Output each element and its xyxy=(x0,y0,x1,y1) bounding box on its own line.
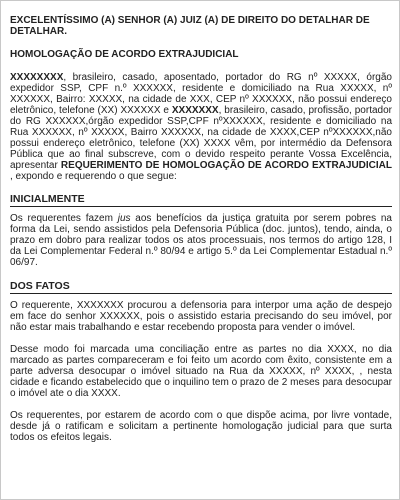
section-title-dos-fatos: DOS FATOS xyxy=(10,280,392,294)
facts-paragraph-1: O requerente, XXXXXXX procurou a defensoria para interpor uma ação de despejo em face do senhor XXXXXX, pois o assistido estaria precisando do seu imóvel, por não estar mais trabalhando e estar recebendo proposta para vender o imóvel. xyxy=(10,300,392,333)
document-body xyxy=(10,15,392,443)
section1-text-after: aos benefícios da justiça gratuita por serem pobres na forma da Lei, sendo assistidos pela Defensoria Pública (doc. juntos), tendo, ainda, o prazo em dobro para realizar todos os atos processuais, nos termos do artigo 128, I da Lei Complementar Federal n.º 80/94 e artigo 5.º da Lei Complementar Estadual n.º 06/97. xyxy=(10,213,392,268)
intro-text-3: , expondo e requerendo o que segue: xyxy=(10,171,177,182)
facts-paragraph-3: Os requerentes, por estarem de acordo com o que dispõe acima, por livre vontade, desde já o ratificam e solicitam a pertinente homologação judicial para que surta todos os efeitos legais. xyxy=(10,410,392,443)
intro-paragraph xyxy=(10,72,392,182)
facts-paragraph-2: Desse modo foi marcada uma conciliação entre as partes no dia XXXX, no dia marcado as partes compareceram e foi feito um acordo com êxito, consistente em a parte adversa desocupar o imóvel situado na Rua da XXXXX, nº XXXX, , nesta cidade e ficando estabelecido que o inquilino tem o prazo de 2 meses para desocupar o imóvel ate o dia XXXX. xyxy=(10,344,392,399)
subject-heading: HOMOLOGAÇÃO DE ACORDO EXTRAJUDICIAL xyxy=(10,49,239,60)
intro-text-1: , brasileiro, casado, aposentado, portador do RG nº XXXXX, órgão expedidor SSP, CPF n.º XXXXXX, residente e domiciliado na Rua XXXXX, nº XXXXXX, Bairro: XXXXX, na cidade de XXX, CEP nº XXXXXX, não possui endereço eletrônico, telefone (XX) XXXXXX e xyxy=(10,72,392,116)
section1-text-before: Os requerentes fazem xyxy=(10,213,118,224)
section1-italic-jus: jus xyxy=(117,213,131,224)
section1-paragraph xyxy=(10,213,392,268)
party1-name: XXXXXXXX xyxy=(10,72,64,83)
addressee-heading: EXCELENTÍSSIMO (A) SENHOR (A) JUIZ (A) DE DIREITO DO DETALHAR DE DETALHAR. xyxy=(10,15,370,37)
intro-text-2: , brasileiro, casado, profissão, portador do RG XXXXXX,órgão expedidor SSP,CPF nºXXXXXX, residente e domiciliado na Rua XXXXXX, nº XXXXX, Bairro XXXXXX, na cidade de XXXX,CEP nºXXXXXX,não possui endereço eletrônico, telefone (XX) XXXX vêm, por intermédio da Defensora Pública que ao final subscreve, com o devido respeito perante Vossa Excelência, apresentar xyxy=(10,105,392,171)
section-title-inicialmente: INICIALMENTE xyxy=(10,193,392,207)
request-title: REQUERIMENTO DE HOMOLOGAÇÃO DE ACORDO EXTRAJUDICIAL xyxy=(60,160,392,171)
party2-name: XXXXXXX xyxy=(171,105,219,116)
